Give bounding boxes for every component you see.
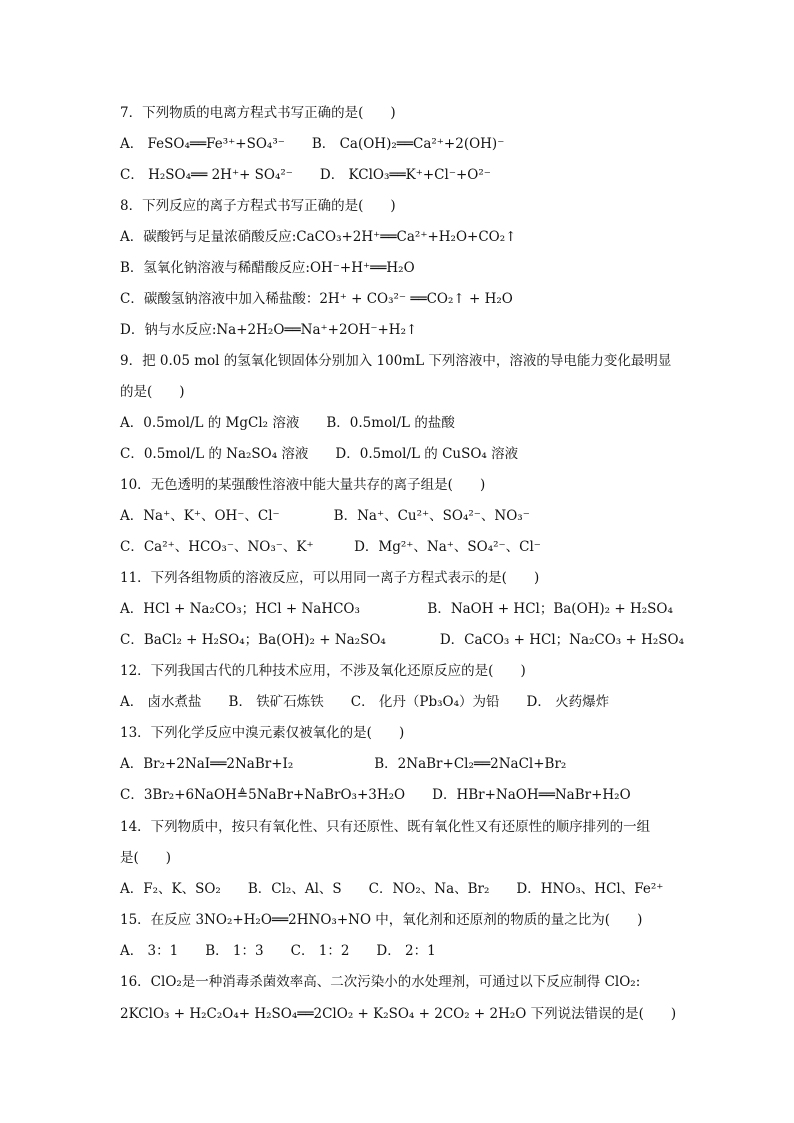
question-12-stem: 12．下列我国古代的几种技术应用，不涉及氧化还原反应的是( ) xyxy=(120,663,526,679)
question-12-options: A． 卤水煮盐 B． 铁矿石炼铁 C． 化丹（Pb₃O₄）为铅 D． 火药爆炸 xyxy=(120,694,610,710)
question-9-options-ab: A．0.5mol/L 的 MgCl₂ 溶液 B．0.5mol/L 的盐酸 xyxy=(120,415,455,431)
question-16-equation: 2KClO₃ + H₂C₂O₄+ H₂SO₄══2ClO₂ + K₂SO₄ + 2CO₂ + 2H₂O 下列说法错误的是( ) xyxy=(120,1006,677,1022)
question-10-options-ab: A．Na⁺、K⁺、OH⁻、Cl⁻ B．Na⁺、Cu²⁺、SO₄²⁻、NO₃⁻ xyxy=(120,508,530,524)
question-10-stem: 10．无色透明的某强酸性溶液中能大量共存的离子组是( ) xyxy=(120,477,486,493)
question-14-options: A．F₂、K、SO₂ B．Cl₂、Al、S C．NO₂、Na、Br₂ D．HNO₃、HCl、Fe²⁺ xyxy=(120,881,664,897)
question-7-options-cd: C． H₂SO₄══ 2H⁺+ SO₄²⁻ D． KClO₃══K⁺+Cl⁻+O²⁻ xyxy=(120,167,491,183)
question-13-options-ab: A．Br₂+2NaI══2NaBr+I₂ B．2NaBr+Cl₂══2NaCl+Br₂ xyxy=(120,756,567,772)
question-8-option-d: D．钠与水反应:Na+2H₂O══Na⁺+2OH⁻+H₂↑ xyxy=(120,322,418,338)
question-10-options-cd: C．Ca²⁺、HCO₃⁻、NO₃⁻、K⁺ D．Mg²⁺、Na⁺、SO₄²⁻、Cl⁻ xyxy=(120,539,541,555)
question-11-stem: 11．下列各组物质的溶液反应，可以用同一离子方程式表示的是( ) xyxy=(120,570,540,586)
question-8-option-c: C．碳酸氢钠溶液中加入稀盐酸：2H⁺ + CO₃²⁻ ══CO₂↑ + H₂O xyxy=(120,291,513,307)
question-14-stem-cont: 是( ) xyxy=(120,850,172,866)
question-11-options-ab: A．HCl + Na₂CO₃；HCl + NaHCO₃ B．NaOH + HCl；Ba(OH)₂ + H₂SO₄ xyxy=(120,601,673,617)
question-9-stem: 9．把 0.05 mol 的氢氧化钡固体分别加入 100mL 下列溶液中，溶液的导电能力变化最明显 xyxy=(120,353,672,369)
question-8-option-b: B．氢氧化钠溶液与稀醋酸反应:OH⁻+H⁺══H₂O xyxy=(120,260,415,276)
question-11-options-cd: C．BaCl₂ + H₂SO₄；Ba(OH)₂ + Na₂SO₄ D．CaCO₃ + HCl；Na₂CO₃ + H₂SO₄ xyxy=(120,632,685,648)
question-8-stem: 8．下列反应的离子方程式书写正确的是( ) xyxy=(120,198,396,214)
question-7-options-ab: A． FeSO₄══Fe³⁺+SO₄³⁻ B． Ca(OH)₂══Ca²⁺+2(OH)⁻ xyxy=(120,136,505,152)
question-15-options: A． 3：1 B． 1：3 C． 1：2 D． 2：1 xyxy=(120,943,436,959)
question-9-stem-cont: 的是( ) xyxy=(120,384,185,400)
question-14-stem: 14．下列物质中，按只有氧化性、只有还原性、既有氧化性又有还原性的顺序排列的一组 xyxy=(120,819,651,835)
question-7-stem: 7．下列物质的电离方程式书写正确的是( ) xyxy=(120,105,396,121)
question-16-stem: 16．ClO₂是一种消毒杀菌效率高、二次污染小的水处理剂，可通过以下反应制得 ClO₂: xyxy=(120,974,641,990)
question-13-options-cd: C．3Br₂+6NaOH≜5NaBr+NaBrO₃+3H₂O D．HBr+NaOH══NaBr+H₂O xyxy=(120,787,631,803)
question-13-stem: 13．下列化学反应中溴元素仅被氧化的是( ) xyxy=(120,725,405,741)
question-8-option-a: A．碳酸钙与足量浓硝酸反应:CaCO₃+2H⁺══Ca²⁺+H₂O+CO₂↑ xyxy=(120,229,517,245)
question-15-stem: 15．在反应 3NO₂+H₂O══2HNO₃+NO 中，氧化剂和还原剂的物质的量之比为( ) xyxy=(120,912,643,928)
question-9-options-cd: C．0.5mol/L 的 Na₂SO₄ 溶液 D．0.5mol/L 的 CuSO₄ 溶液 xyxy=(120,446,519,462)
